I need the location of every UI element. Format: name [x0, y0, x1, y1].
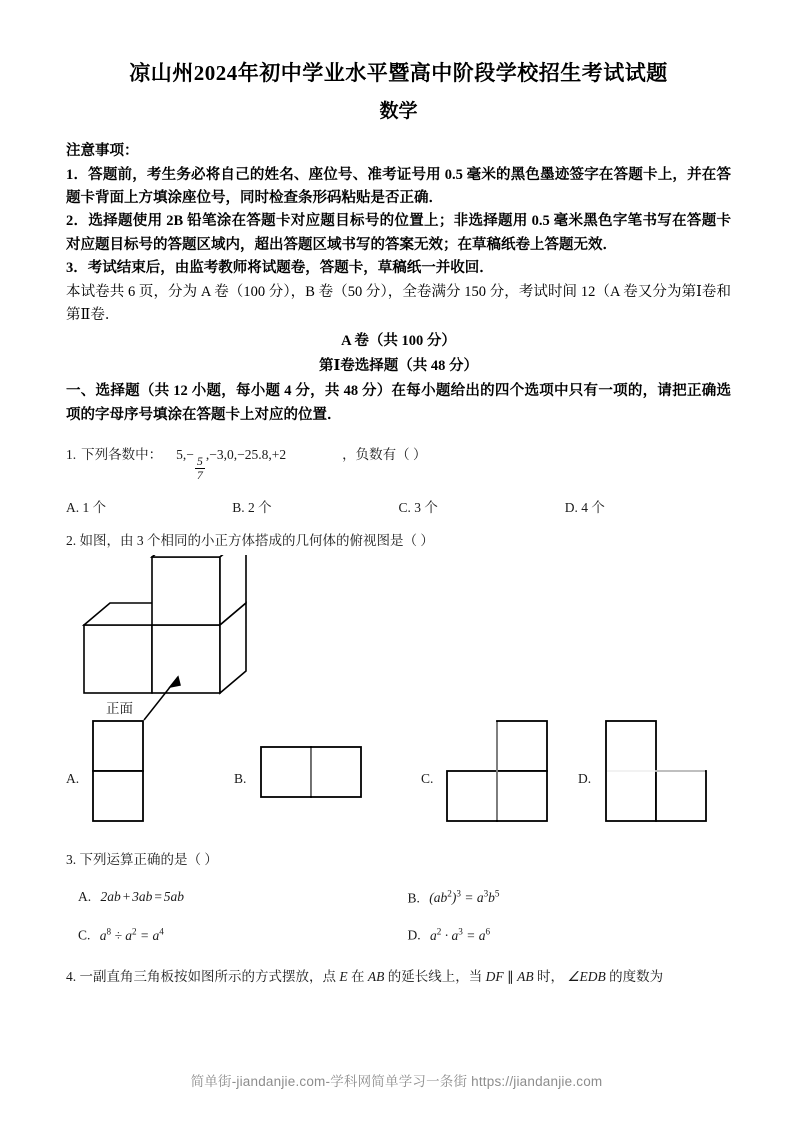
q1-option-d-text: 4 个 [581, 499, 605, 515]
q2-option-a-label: A. [66, 771, 80, 787]
q1-option-b[interactable] [232, 496, 398, 516]
q1-option-c[interactable] [399, 496, 565, 516]
question-1-options [66, 496, 731, 516]
cube-front-label: 正面 [106, 701, 133, 717]
q1-frac-denominator: 7 [196, 467, 203, 482]
subject-title: 数学 [379, 100, 418, 122]
q3-option-d-math: $a^2 \cdot a^3 = a^6$ [430, 926, 491, 943]
paper-info: 本试卷共 6 页，分为 A 卷（100 分），B 卷（50 分），全卷满分 150 分，考试时间 12（A 卷又分为第Ⅰ卷和第Ⅱ卷． [66, 283, 731, 324]
q1-expr-b: ,−3,0,−25.8,+2 [205, 447, 287, 463]
q2-option-d-label: D. [578, 771, 592, 787]
notice-heading: 注意事项： [66, 142, 139, 159]
question-4-var-df: DF [485, 968, 504, 984]
q3-option-d[interactable] [402, 926, 732, 944]
question-2-stem: 如图，由 3 个相同的小正方体搭成的几何体的俯视图是（ ） [79, 532, 434, 548]
q3-option-b[interactable] [402, 889, 732, 907]
q3-option-b-math: $(ab^2)^3 = a^3b^5$ [429, 888, 500, 906]
q1-option-a-text: 1 个 [82, 499, 107, 515]
cube-solid-svg [66, 555, 326, 725]
question-3-number: 3. [66, 852, 77, 868]
q1-fraction [195, 455, 205, 482]
question-4-number: 4. [66, 968, 77, 984]
q1-option-d-label: D. [564, 499, 578, 515]
q2-option-c-shape[interactable] [444, 719, 556, 834]
question-4-stem-part5: 的度数为 [609, 968, 664, 984]
page-content [66, 58, 731, 987]
question-2-number: 2. [66, 532, 77, 548]
q2-option-a-shape[interactable] [89, 719, 149, 828]
q2-option-b-label: B. [234, 771, 247, 787]
vertical-2-grid-icon [89, 719, 149, 823]
question-3-options-row-1 [66, 889, 731, 907]
question-3-options-row-2 [66, 926, 731, 944]
horizontal-2-grid-icon [258, 744, 368, 804]
q3-option-d-label: D. [407, 927, 421, 943]
question-1 [66, 443, 731, 481]
l-tall-left-grid-icon [603, 719, 715, 829]
question-2 [66, 530, 731, 552]
q1-option-d[interactable] [565, 496, 731, 516]
question-4-var-ab: AB [367, 968, 385, 984]
footer-watermark: 简单街-jiandanjie.com-学科网简单学习一条街 https://jiandanjie.com [190, 1074, 603, 1089]
notice-item-2: 2．选择题使用 2B 铅笔涂在答题卡对应题目标号的位置上；非选择题用 0.5 毫米黑色字笔书写在答题卡对应题目标号的答题区域内，超出答题区域书写的答案无效；在草稿纸卷上答题无效． [66, 213, 731, 253]
q3-option-b-label: B. [407, 890, 420, 906]
q3-option-c-label: C. [78, 927, 91, 943]
question-3 [66, 849, 731, 871]
q1-option-b-text: 2 个 [248, 499, 272, 515]
q2-option-d-shape[interactable] [603, 719, 715, 834]
section-paper-a: A 卷（共 100 分） [341, 332, 456, 349]
question-1-number: 1. [66, 447, 77, 463]
q3-option-a-math: 2ab + 3ab = 5ab [100, 888, 184, 904]
question-4-parallel-symbol: ∥ [507, 968, 514, 984]
question-4-angle-edb: ∠EDB [567, 968, 606, 984]
choice-section-intro: 一、选择题（共 12 小题，每小题 4 分，共 48 分）在每小题给出的四个选项中只有一项的，请把正确选项的字母序号填涂在答题卡上对应的位置． [66, 383, 731, 423]
q3-option-a-label: A. [78, 888, 92, 904]
question-1-expression [176, 447, 286, 481]
question-4-stem-part2: 在 [351, 968, 365, 984]
q2-option-c-label: C. [421, 771, 434, 787]
l-top-right-grid-icon [444, 719, 556, 829]
question-2-options [66, 731, 731, 831]
q1-expr-a: 5,− [176, 447, 194, 463]
question-4-var-e: E [339, 968, 348, 984]
q2-option-b-shape[interactable] [258, 744, 368, 809]
question-2-cube-figure [66, 555, 731, 725]
question-3-stem: 下列运算正确的是（ ） [79, 852, 218, 868]
question-4 [66, 966, 731, 988]
q3-option-a[interactable] [66, 889, 402, 907]
page-title: 凉山州2024年初中学业水平暨高中阶段学校招生考试试题 [129, 61, 668, 85]
q1-option-b-label: B. [232, 499, 245, 515]
q1-option-a-label: A. [66, 499, 80, 515]
section-part-one: 第Ⅰ卷选择题（共 48 分） [318, 358, 479, 375]
question-1-stem-before: 下列各数中： [81, 447, 163, 463]
question-1-stem-after: ，负数有（ ） [342, 447, 427, 463]
q3-option-c-math: $a^8 \div a^2 = a^4$ [99, 926, 164, 943]
question-4-stem-part4: 时， [537, 968, 564, 984]
question-4-var-ab2: AB [517, 968, 534, 984]
q1-option-c-text: 3 个 [414, 499, 438, 515]
question-4-stem-part3: 的延长线上，当 [387, 968, 483, 984]
q1-option-a[interactable] [66, 496, 232, 516]
notice-item-3: 3．考试结束后，由监考教师将试题卷，答题卡，草稿纸一并收回． [66, 260, 494, 277]
q3-option-c[interactable] [66, 926, 402, 944]
question-4-stem-part1: 一副直角三角板按如图所示的方式摆放，点 [79, 968, 336, 984]
q1-frac-numerator: 5 [196, 453, 203, 468]
q1-option-c-label: C. [398, 499, 411, 515]
notice-item-1: 1．答题前，考生务必将自己的姓名、座位号、准考证号用 0.5 毫米的黑色墨迹签字在答题卡上，并在答题卡背面上方填涂座位号，同时检查条形码粘贴是否正确． [66, 166, 731, 206]
